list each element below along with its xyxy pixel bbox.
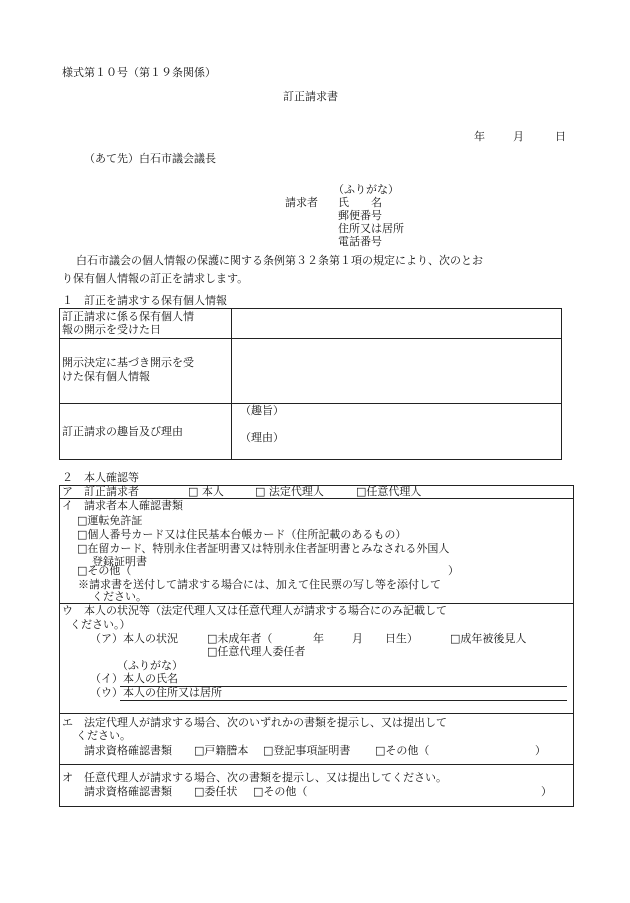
requester-furigana: （ふりがな） [333, 183, 399, 196]
e-doc-registry[interactable]: □登記事項証明書 [263, 744, 351, 757]
i-doc-residence-1[interactable]: □在留カード、特別永住者証明書又は特別永住者証明書とみなされる外国人 [77, 542, 450, 555]
u-minor[interactable]: □未成年者（ [207, 632, 273, 645]
e-doc-koseki[interactable]: □戸籍謄本 [194, 744, 249, 757]
o-docs-label: 請求資格確認書類 [84, 785, 172, 798]
e-docs-label: 請求資格確認書類 [84, 744, 172, 757]
u-name-label: （イ）本人の氏名 [90, 672, 178, 685]
requester-phone: 電話番号 [338, 235, 382, 248]
u-status-label: （ア）本人の状況 [90, 632, 178, 645]
section1-divider [231, 308, 232, 460]
date-year: 年 [474, 130, 485, 143]
row3-label: 訂正請求の趣旨及び理由 [62, 425, 183, 438]
section1-heading: １ 訂正を請求する保有個人情報 [62, 294, 227, 307]
i-label: イ 請求者本人確認書類 [62, 499, 183, 512]
i-note-1: ※請求書を送付して請求する場合には、加えて住民票の写し等を添付して [78, 578, 441, 591]
a-label: ア 訂正請求者 [62, 485, 139, 498]
section2-heading: ２ 本人確認等 [62, 471, 139, 484]
section1-row-line-2 [59, 403, 562, 404]
i-doc-residence-2: 登録証明書 [92, 555, 147, 568]
o-doc-other[interactable]: □その他（ [253, 785, 308, 798]
o-doc-proxy[interactable]: □委任状 [194, 785, 238, 798]
u-born: 日生） [385, 632, 418, 645]
requester-name: 氏 名 [338, 196, 382, 209]
date-day: 日 [555, 130, 566, 143]
intro-line-2: り保有個人情報の訂正を請求します。 [62, 272, 249, 285]
date-month: 月 [513, 130, 524, 143]
a-opt-voluntary[interactable]: □任意代理人 [356, 485, 422, 498]
u-month: 月 [352, 632, 363, 645]
i-doc-license[interactable]: □運転免許証 [77, 514, 143, 527]
row3-purpose: （趣旨） [240, 404, 284, 417]
row2-label-line2: けた保有個人情報 [62, 370, 150, 383]
row1-label-line2: 報の開示を受けた日 [62, 323, 161, 336]
section2-line-u [59, 713, 574, 714]
o-label: オ 任意代理人が請求する場合、次の書類を提示し、又は提出してください。 [62, 771, 447, 784]
u-address-line[interactable] [120, 700, 567, 701]
requester-address: 住所又は居所 [338, 222, 404, 235]
addressee: （あて先）白石市議会議長 [84, 152, 216, 165]
u-furigana: （ふりがな） [117, 659, 183, 672]
row2-label-line1: 開示決定に基づき開示を受 [62, 356, 194, 369]
a-opt-legal[interactable]: □ 法定代理人 [255, 485, 324, 498]
u-year: 年 [313, 632, 324, 645]
i-doc-mynumber[interactable]: □個人番号カード又は住民基本台帳カード（住所記載のあるもの） [77, 528, 407, 541]
i-doc-other-close: ） [448, 564, 459, 577]
row3-reason: （理由） [240, 431, 284, 444]
e-label: エ 法定代理人が請求する場合、次のいずれかの書類を提示し、又は提出して [62, 716, 447, 729]
row1-label-line1: 訂正請求に係る保有個人情 [62, 310, 194, 323]
requester-label: 請求者 [285, 196, 318, 209]
section1-row-line-1 [59, 338, 562, 339]
e-doc-close: ） [535, 744, 546, 757]
u-label-2: ください。） [70, 618, 131, 631]
o-doc-close: ） [541, 785, 552, 798]
requester-postal: 郵便番号 [338, 209, 382, 222]
i-note-2: ください。 [92, 590, 147, 603]
u-ward[interactable]: □成年被後見人 [450, 632, 527, 645]
e-doc-other[interactable]: □その他（ [375, 744, 430, 757]
a-opt-self[interactable]: □ 本人 [188, 485, 224, 498]
form-number: 様式第１０号（第１９条関係） [62, 66, 216, 79]
section2-line-e [59, 764, 574, 765]
u-principal[interactable]: □任意代理人委任者 [207, 645, 306, 658]
u-label-1: ウ 本人の状況等（法定代理人又は任意代理人が請求する場合にのみ記載して [62, 604, 447, 617]
u-address-label: （ウ）本人の住所又は居所 [90, 686, 222, 699]
e-label-2: ください。 [76, 729, 131, 742]
i-doc-other[interactable]: □その他（ [77, 564, 132, 577]
page-title: 訂正請求書 [283, 90, 338, 103]
intro-line-1: 白石市議会の個人情報の保護に関する条例第３２条第１項の規定により、次のとお [76, 254, 483, 267]
